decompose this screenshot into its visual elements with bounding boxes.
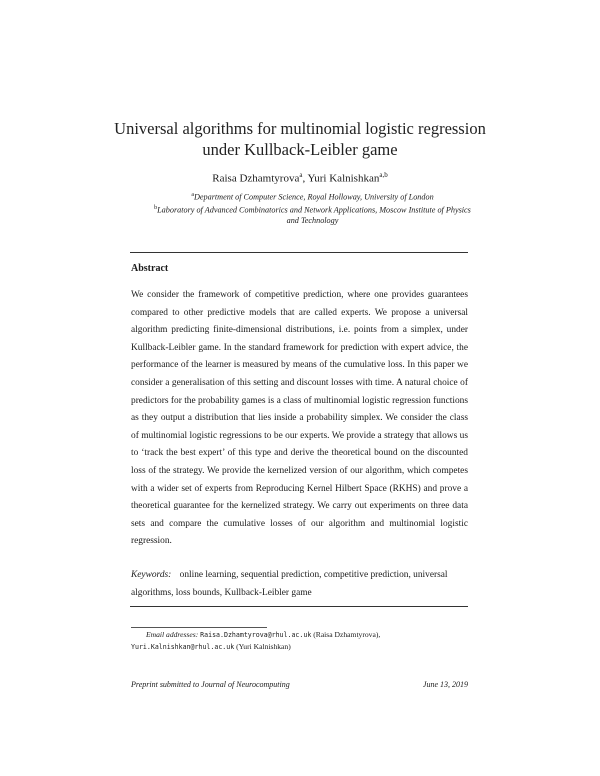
keywords-label: Keywords:: [131, 570, 172, 580]
author-2: Yuri Kalnishkan: [307, 172, 380, 185]
author-2-affil-marker: a,b: [379, 171, 388, 179]
abstract-text: We consider the framework of competitive prediction, where one provides guarantees compared to other predictive models that are called experts. We propose a universal algorithm predicting finite-dimensional distributions, i.e. points from a simplex, under Kullback-Leibler game. In the standard framework for prediction with expert advice, the performance of the learner is measured by means of the cumulative loss. In this paper we consider a generalisation of this setting and discount losses with time. A natural choice of predictors for the probability games is a class of multinomial logistic regression functions as they output a distribution that lies inside a probability simplex. We consider the class of multinomial logistic regressions to be our experts. We provide a strategy that allows us to ‘track the best expert’ of this type and derive the theoretical bound on the discounted loss of the strategy. We provide the kernelized version of our algorithm, which competes with a wider set of experts from Reproducing Kernel Hilbert Space (RKHS) and prove a theoretical guarantee for the kernelized strategy. We carry out experiments on three data sets and compare the cumulative losses of our algorithm and multinomial logistic regression.: [131, 290, 468, 547]
footnote-emails: [131, 629, 468, 653]
author-1: Raisa Dzhamtyrova: [212, 172, 300, 185]
affiliation-a-text: Department of Computer Science, Royal Holloway, University of London: [193, 192, 434, 202]
email-label: Email addresses:: [146, 630, 199, 639]
email-link-2[interactable]: Yuri.Kalnishkan@rhul.ac.uk: [131, 643, 235, 651]
affiliation-b-marker: b: [154, 204, 158, 211]
submission-date: June 13, 2019: [422, 680, 468, 689]
footnote-line-1: [131, 629, 468, 641]
abstract-top-rule: [130, 252, 468, 253]
affiliation-b-text: Laboratory of Advanced Combinatorics and Network Applications, Moscow Institute of Physics and Technology: [157, 205, 471, 226]
paper-title: [100, 118, 500, 160]
email-link-1[interactable]: Raisa.Dzhamtyrova@rhul.ac.uk: [200, 631, 312, 639]
author-1-affil-marker: a: [299, 171, 303, 179]
abstract-heading: Abstract: [131, 263, 169, 274]
keywords-text: online learning, sequential prediction, competitive prediction, universal algorithms, loss bounds, Kullback-Leibler game: [131, 570, 448, 598]
keywords: [131, 567, 468, 602]
author-list: Raisa Dzhamtyrova$^a$, Yuri Kalnishkan$^{a,b}$: [212, 171, 388, 185]
affiliation-b: [150, 203, 475, 227]
abstract-bottom-rule: [130, 606, 468, 607]
email-owner-1: (Raisa Dzhamtyrova),: [313, 630, 381, 639]
affiliation-a: [150, 190, 475, 203]
footnote-line-2: [131, 641, 468, 653]
footnote-rule: [131, 627, 267, 628]
title-line-2: under Kullback-Leibler game: [202, 140, 398, 159]
title-line-1: Universal algorithms for multinomial logistic regression: [114, 119, 486, 138]
email-owner-2: (Yuri Kalnishkan): [236, 642, 291, 651]
preprint-note: Preprint submitted to Journal of Neurocomputing: [131, 680, 290, 689]
affiliations: [150, 190, 475, 226]
affiliation-a-marker: a: [191, 192, 194, 198]
